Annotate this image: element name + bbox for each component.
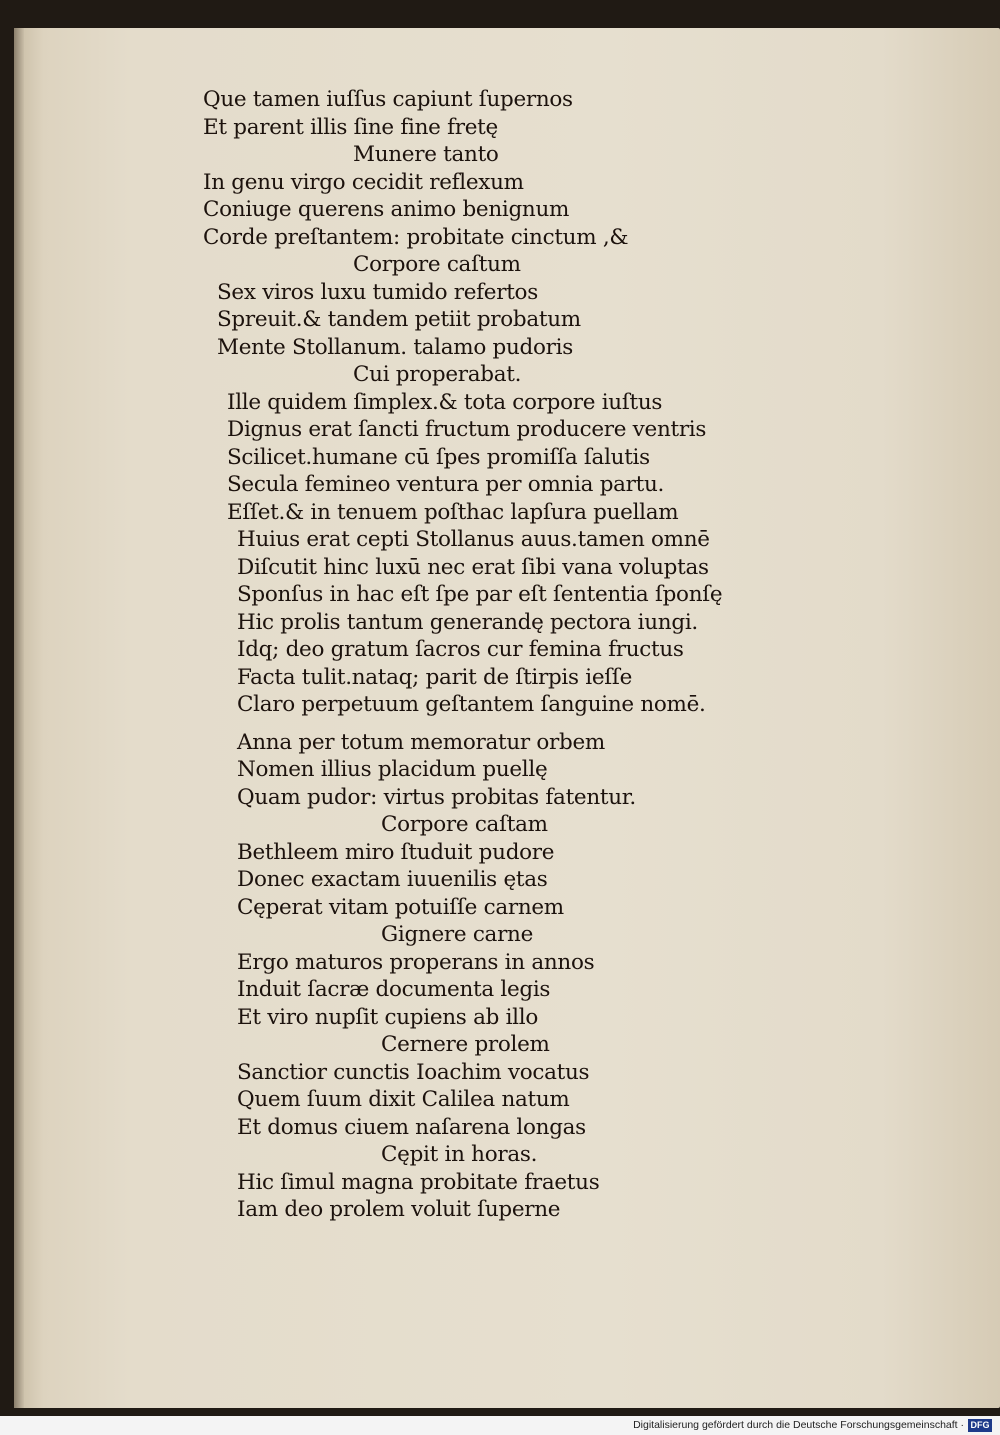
text-line: Facta tulit.nataq; parit de ſtirpis ieſſe [237, 664, 633, 690]
text-line: Anna per totum memoratur orbem [237, 729, 605, 755]
text-line: Quam pudor: virtus probitas fatentur. [237, 784, 636, 810]
text-line: Gignere carne [381, 922, 534, 947]
text-line: Bethleem miro ſtuduit pudore [237, 839, 555, 865]
text-line: Corpore caſtum [353, 252, 521, 277]
text-line: Iam deo prolem voluit ſuperne [237, 1197, 561, 1222]
text-line: Cęperat vitam potuiſſe carnem [237, 894, 564, 920]
text-line: Hic ſimul magna probitate fraetus [237, 1169, 600, 1195]
text-line: Sex viros luxu tumido refertos [217, 279, 538, 305]
text-line: Ergo maturos properans in annos [237, 949, 595, 975]
text-line: Corde preſtantem: probitate cinctum ,& [203, 224, 629, 250]
text-line: Quem ſuum dixit Calilea natum [237, 1087, 570, 1112]
footer-credit: Digitalisierung gefördert durch die Deutsche Forschungsgemeinschaft · [633, 1419, 964, 1431]
text-line: Induit ſacræ documenta legis [237, 977, 551, 1002]
text-line: Corpore caſtam [381, 812, 548, 837]
text-line: Ille quidem ſimplex.& tota corpore iuſtus [227, 389, 663, 415]
text-line: Hic prolis tantum generandę pectora iungi. [237, 609, 698, 635]
text-line: Diſcutit hinc luxū nec erat ſibi vana voluptas [237, 554, 709, 580]
text-line: Spreuit.& tandem petiit probatum [217, 307, 581, 332]
dfg-logo: DFG [968, 1419, 992, 1432]
text-line: Sanctior cunctis Ioachim vocatus [237, 1059, 590, 1085]
text-line: Mente Stollanum. talamo pudoris [217, 334, 573, 360]
text-line: Et domus ciuem naſarena longas [237, 1114, 586, 1140]
text-line: Cui properabat. [353, 362, 522, 387]
text-line: Que tamen iuſſus capiunt ſupernos [203, 87, 573, 112]
text-line: Nomen illius placidum puellę [237, 757, 548, 782]
text-line: Donec exactam iuuenilis ętas [237, 867, 548, 892]
text-line: Scilicet.humane cū ſpes promiſſa ſalutis [227, 444, 650, 470]
text-line: Claro perpetuum geſtantem ſanguine nomē. [237, 692, 706, 717]
text-line: Huius erat cepti Stollanus auus.tamen omnē [237, 527, 710, 552]
text-line: Sponſus in hac eſt ſpe par eſt ſententia ſponſę [237, 582, 723, 607]
text-line: Secula femineo ventura per omnia partu. [227, 472, 665, 497]
text-line: Munere tanto [353, 142, 499, 167]
text-line: Cępit in horas. [381, 1142, 538, 1167]
text-line: Coniuge querens animo benignum [203, 197, 570, 222]
text-line: Idq; deo gratum ſacros cur femina fructus [237, 637, 684, 662]
text-line: Et viro nupſit cupiens ab illo [237, 1004, 538, 1030]
text-line: Dignus erat ſancti fructum producere ventris [227, 417, 707, 442]
text-line: In genu virgo cecidit reflexum [203, 169, 524, 195]
page-gutter [14, 28, 24, 1408]
page-text [203, 86, 863, 1224]
text-line: Et parent illis ſine fine fretę [203, 114, 498, 140]
text-line: Eſſet.& in tenuem poſthac lapſura puellam [227, 499, 679, 525]
text-line: Cernere prolem [381, 1032, 550, 1057]
